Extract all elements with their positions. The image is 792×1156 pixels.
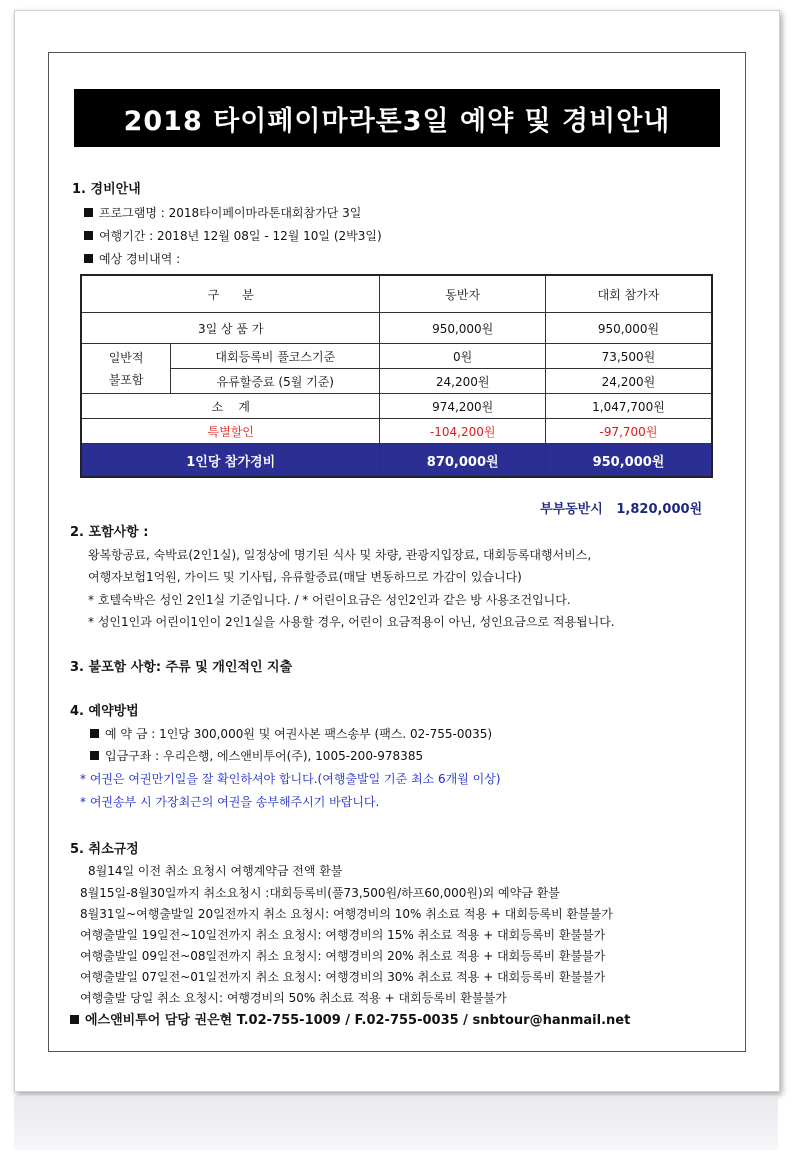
table-row (81, 394, 712, 419)
included-line-4: * 성인1인과 어린이1인이 2인1실을 사용할 경우, 어린이 요금적용이 아닌, 성인요금으로 적용됩니다. (88, 615, 615, 629)
fee-participant: 73,500원 (545, 344, 712, 369)
fuel-label: 유류할증료 (5월 기준) (171, 369, 380, 394)
included-line-2: 여행자보험1억원, 가이드 및 기사팁, 유류할증료(매달 변동하므로 가감이 있습니다) (88, 570, 522, 584)
total-row (81, 444, 712, 478)
fuel-companion: 24,200원 (380, 369, 546, 394)
product-label: 3일 상 품 가 (81, 313, 380, 344)
header-category: 구 분 (81, 275, 380, 313)
account-line (90, 747, 423, 764)
couple-value: 1,820,000원 (616, 502, 703, 517)
discount-companion: -104,200원 (380, 419, 546, 444)
bullet-square-icon (84, 208, 93, 217)
account-text: 입금구좌 : 우리은행, 에스앤비투어(주), 1005-200-978385 (105, 749, 424, 763)
cancel-line-7: 여행출발 당일 취소 요청시: 여행경비의 50% 취소료 적용 + 대회등록비 환불불가 (80, 991, 507, 1005)
passport-note-1: * 여권은 여권만기일을 잘 확인하셔야 합니다.(여행출발일 기준 최소 6개월 이상) (80, 772, 501, 786)
footer-band (14, 1096, 778, 1150)
passport-note-2: * 여권송부 시 가장최근의 여권을 송부해주시기 바랍니다. (80, 795, 380, 809)
section5-heading: 5. 취소규정 (70, 842, 139, 857)
program-line (84, 204, 361, 221)
section1-heading: 1. 경비안내 (72, 182, 141, 197)
cancel-line-2: 8월15일-8월30일까지 취소요청시 :대회등록비(풀73,500원/하프60,000원)외 예약금 환불 (80, 886, 560, 900)
cancel-line-6: 여행출발일 07일전~01일전까지 취소 요청시: 여행경비의 30% 취소료 적용 + 대회등록비 환불불가 (80, 970, 606, 984)
included-line-3: * 호텔숙박은 성인 2인1실 기준입니다. / * 어린이요금은 성인2인과 같은 방 사용조건입니다. (88, 593, 571, 607)
total-companion: 870,000원 (380, 444, 546, 478)
bullet-square-icon (84, 254, 93, 263)
table-row (81, 419, 712, 444)
product-companion: 950,000원 (380, 313, 546, 344)
bullet-square-icon (70, 1015, 79, 1024)
header-companion: 동반자 (380, 275, 546, 313)
couple-price (540, 498, 702, 517)
table-header-row (81, 275, 712, 313)
fee-label: 대회등록비 풀코스기준 (171, 344, 380, 369)
bullet-square-icon (90, 751, 99, 760)
section2-heading: 2. 포함사항 : (70, 525, 149, 540)
product-participant: 950,000원 (545, 313, 712, 344)
subtotal-participant: 1,047,700원 (545, 394, 712, 419)
fee-companion: 0원 (380, 344, 546, 369)
cancel-line-3: 8월31일~여행출발일 20일전까지 취소 요청시: 여행경비의 10% 취소료 적용 + 대회등록비 환불불가 (80, 907, 613, 921)
deposit-text: 예 약 금 : 1인당 300,000원 및 여권사본 팩스송부 (팩스. 02-755-0035) (105, 727, 493, 741)
table-row (81, 313, 712, 344)
period-line (84, 227, 382, 244)
included-line-1: 왕복항공료, 숙박료(2인1실), 일정상에 명기된 식사 및 차량, 관광지입장료, 대회등록대행서비스, (88, 548, 592, 562)
discount-label: 특별할인 (81, 419, 380, 444)
discount-participant: -97,700원 (545, 419, 712, 444)
contact-line (70, 1009, 630, 1028)
total-participant: 950,000원 (545, 444, 712, 478)
bullet-square-icon (90, 729, 99, 738)
cancel-line-5: 여행출발일 09일전~08일전까지 취소 요청시: 여행경비의 20% 취소료 적용 + 대회등록비 환불불가 (80, 949, 606, 963)
couple-label: 부부동반시 (540, 502, 603, 517)
page-title: 2018 타이페이마라톤3일 예약 및 경비안내 (74, 89, 720, 147)
estimate-text: 예상 경비내역 : (99, 252, 181, 266)
header-participant: 대회 참가자 (545, 275, 712, 313)
cancel-line-1: 8월14일 이전 취소 요청시 여행계약금 전액 환불 (88, 864, 343, 878)
program-text: 프로그램명 : 2018타이페이마라톤대회참가단 3일 (99, 206, 362, 220)
cost-table (80, 274, 713, 478)
estimate-line (84, 250, 180, 267)
table-row (81, 369, 712, 394)
subtotal-companion: 974,200원 (380, 394, 546, 419)
bullet-square-icon (84, 231, 93, 240)
deposit-line (90, 725, 492, 742)
subtotal-label: 소 계 (81, 394, 380, 419)
table-row (81, 344, 712, 369)
total-label: 1인당 참가경비 (81, 444, 380, 478)
fuel-participant: 24,200원 (545, 369, 712, 394)
section4-heading: 4. 예약방법 (70, 704, 139, 719)
section3-heading: 3. 불포함 사항: 주류 및 개인적인 지출 (70, 660, 293, 675)
cancel-line-4: 여행출발일 19일전~10일전까지 취소 요청시: 여행경비의 15% 취소료 적용 + 대회등록비 환불불가 (80, 928, 606, 942)
contact-text: 에스앤비투어 담당 권은현 T.02-755-1009 / F.02-755-0035 / snbtour@hanmail.net (85, 1013, 631, 1028)
excluded-group-label: 일반적 불포함 (81, 344, 171, 394)
period-text: 여행기간 : 2018년 12월 08일 - 12월 10일 (2박3일) (99, 229, 382, 243)
